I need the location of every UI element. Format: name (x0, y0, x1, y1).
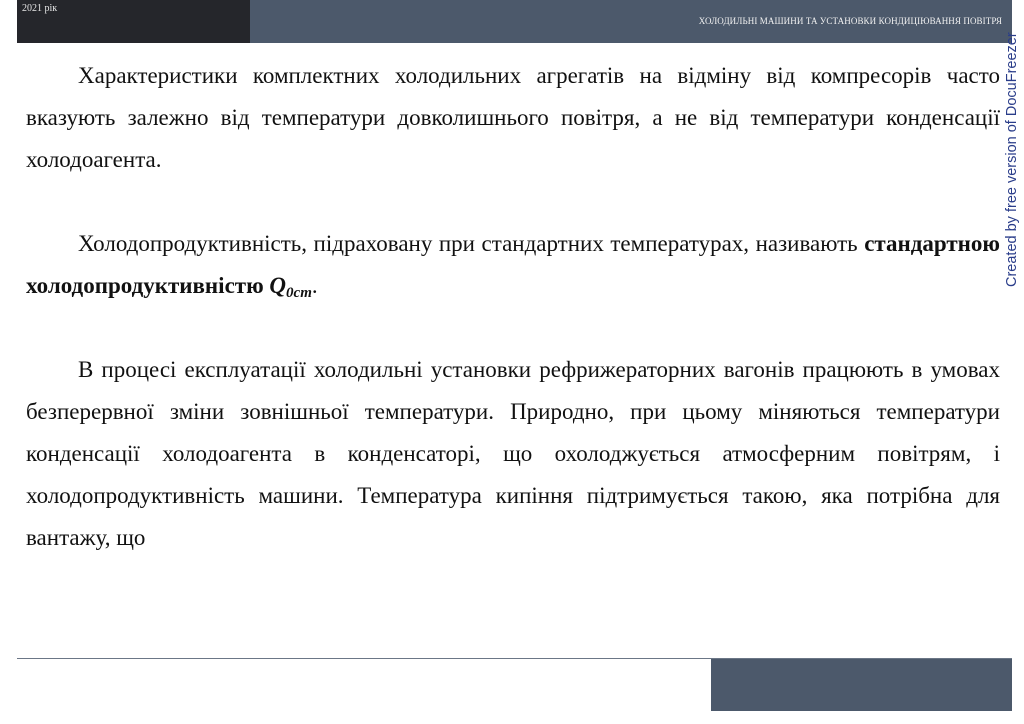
term-standard-cooling-capacity: стандартною холодопродуктивністю (26, 231, 1000, 298)
symbol-q: Q (269, 273, 287, 298)
footer-block (711, 659, 1012, 711)
symbol-q0st (269, 273, 312, 301)
watermark: Created by free version of DocuFreezer (1004, 32, 1020, 287)
header-year: 2021 рік (22, 3, 58, 14)
paragraph-2-text: Холодопродуктивність, підраховану при стандартних температурах, називають (78, 231, 865, 256)
paragraph-1: Характеристики комплектних холодильних агрегатів на відміну від компресорів часто вказують залежно від температури довколишнього повітря, а не від температури конденсації холодоагента. (26, 63, 1000, 172)
header-title-block (250, 0, 1012, 43)
paragraph-2 (26, 223, 1000, 307)
symbol-subscript: 0ст (286, 285, 312, 301)
header-title: ХОЛОДИЛЬНІ МАШИНИ ТА УСТАНОВКИ КОНДИЦІЮВАННЯ ПОВІТРЯ (698, 16, 1002, 26)
page-content (26, 55, 1000, 559)
paragraph-2-end: . (311, 273, 318, 298)
paragraph-3: В процесі експлуатації холодильні установки рефрижераторних вагонів працюють в умовах безперервної зміни зовнішньої температури. Природно, при цьому міняються температури конденсації холодоагента в конденсаторі, що охолоджується атмосферним повітрям, і холодопродуктивність машини. Температура кипіння підтримується такою, яка потрібна для вантажу, що (26, 357, 1000, 550)
header-year-block (17, 0, 250, 43)
